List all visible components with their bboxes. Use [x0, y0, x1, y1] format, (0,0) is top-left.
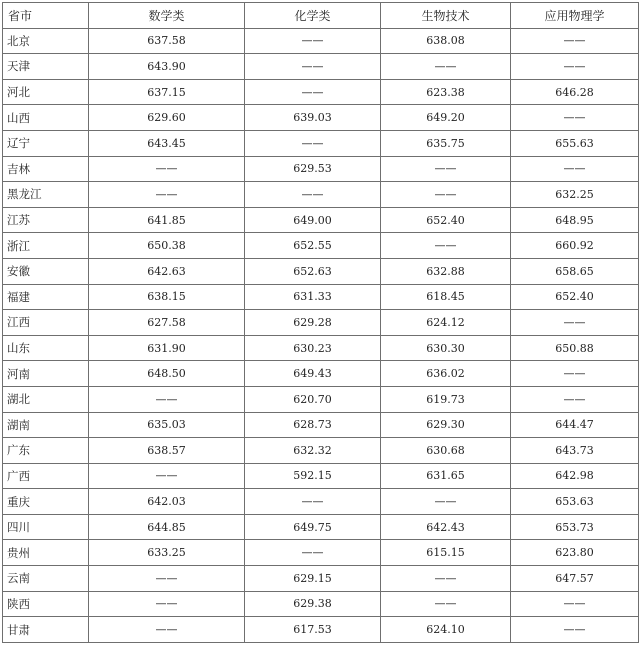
province-cell: 河北 [3, 79, 89, 105]
applied-physics-score-cell: —— [511, 361, 639, 387]
applied-physics-score-cell: 653.73 [511, 514, 639, 540]
chemistry-score-cell: —— [245, 79, 381, 105]
applied-physics-score-cell: —— [511, 386, 639, 412]
chemistry-score-cell: 620.70 [245, 386, 381, 412]
biotech-score-cell: 630.30 [381, 335, 511, 361]
chemistry-score-cell: 639.03 [245, 105, 381, 131]
province-cell: 广东 [3, 438, 89, 464]
biotech-score-cell: —— [381, 566, 511, 592]
province-cell: 广西 [3, 463, 89, 489]
chemistry-score-cell: —— [245, 182, 381, 208]
chemistry-score-cell: 652.63 [245, 258, 381, 284]
biotech-score-cell: 615.15 [381, 540, 511, 566]
table-row [3, 182, 639, 208]
table-row [3, 361, 639, 387]
applied-physics-score-cell: —— [511, 617, 639, 643]
province-cell: 安徽 [3, 258, 89, 284]
biotech-score-cell: 638.08 [381, 28, 511, 54]
applied-physics-score-cell: 648.95 [511, 207, 639, 233]
province-cell: 贵州 [3, 540, 89, 566]
biotech-score-cell: 618.45 [381, 284, 511, 310]
applied-physics-score-cell: 652.40 [511, 284, 639, 310]
biotech-score-cell: 642.43 [381, 514, 511, 540]
table-row [3, 258, 639, 284]
biotech-score-cell: —— [381, 591, 511, 617]
chemistry-score-cell: —— [245, 489, 381, 515]
chemistry-score-cell: 632.32 [245, 438, 381, 464]
province-cell: 河南 [3, 361, 89, 387]
province-cell: 辽宁 [3, 130, 89, 156]
chemistry-score-cell: 592.15 [245, 463, 381, 489]
applied-physics-score-cell: 644.47 [511, 412, 639, 438]
province-cell: 云南 [3, 566, 89, 592]
math-score-cell: 642.63 [89, 258, 245, 284]
biotech-score-cell: —— [381, 54, 511, 80]
table-row [3, 566, 639, 592]
math-score-cell: 648.50 [89, 361, 245, 387]
table-row [3, 79, 639, 105]
math-score-cell: —— [89, 156, 245, 182]
header-chemistry: 化学类 [245, 3, 381, 29]
chemistry-score-cell: 629.15 [245, 566, 381, 592]
applied-physics-score-cell: 650.88 [511, 335, 639, 361]
chemistry-score-cell: 649.00 [245, 207, 381, 233]
math-score-cell: —— [89, 566, 245, 592]
chemistry-score-cell: —— [245, 54, 381, 80]
math-score-cell: 629.60 [89, 105, 245, 131]
province-cell: 山东 [3, 335, 89, 361]
applied-physics-score-cell: 623.80 [511, 540, 639, 566]
math-score-cell: 643.45 [89, 130, 245, 156]
biotech-score-cell: 629.30 [381, 412, 511, 438]
applied-physics-score-cell: 646.28 [511, 79, 639, 105]
province-cell: 甘肃 [3, 617, 89, 643]
math-score-cell: 631.90 [89, 335, 245, 361]
table-row [3, 54, 639, 80]
table-row [3, 591, 639, 617]
province-cell: 陕西 [3, 591, 89, 617]
math-score-cell: 637.15 [89, 79, 245, 105]
province-cell: 湖南 [3, 412, 89, 438]
table-body [3, 28, 639, 642]
table-row [3, 412, 639, 438]
table-row [3, 207, 639, 233]
math-score-cell: 641.85 [89, 207, 245, 233]
math-score-cell: 643.90 [89, 54, 245, 80]
province-cell: 天津 [3, 54, 89, 80]
province-cell: 江苏 [3, 207, 89, 233]
table-row [3, 463, 639, 489]
math-score-cell: 635.03 [89, 412, 245, 438]
chemistry-score-cell: 649.43 [245, 361, 381, 387]
province-cell: 浙江 [3, 233, 89, 259]
biotech-score-cell: 619.73 [381, 386, 511, 412]
biotech-score-cell: —— [381, 233, 511, 259]
table-row [3, 156, 639, 182]
province-cell: 四川 [3, 514, 89, 540]
chemistry-score-cell: 629.28 [245, 310, 381, 336]
math-score-cell: —— [89, 591, 245, 617]
province-cell: 吉林 [3, 156, 89, 182]
province-cell: 江西 [3, 310, 89, 336]
table-row [3, 284, 639, 310]
applied-physics-score-cell: 643.73 [511, 438, 639, 464]
applied-physics-score-cell: —— [511, 591, 639, 617]
math-score-cell: 638.57 [89, 438, 245, 464]
math-score-cell: 627.58 [89, 310, 245, 336]
math-score-cell: 642.03 [89, 489, 245, 515]
chemistry-score-cell: 628.73 [245, 412, 381, 438]
table-row [3, 310, 639, 336]
math-score-cell: 633.25 [89, 540, 245, 566]
province-cell: 山西 [3, 105, 89, 131]
header-row [3, 3, 639, 29]
applied-physics-score-cell: 655.63 [511, 130, 639, 156]
table-row [3, 233, 639, 259]
biotech-score-cell: 623.38 [381, 79, 511, 105]
math-score-cell: 644.85 [89, 514, 245, 540]
math-score-cell: 650.38 [89, 233, 245, 259]
biotech-score-cell: —— [381, 182, 511, 208]
header-applied-physics: 应用物理学 [511, 3, 639, 29]
table-row [3, 617, 639, 643]
applied-physics-score-cell: —— [511, 105, 639, 131]
biotech-score-cell: 630.68 [381, 438, 511, 464]
province-cell: 湖北 [3, 386, 89, 412]
biotech-score-cell: 631.65 [381, 463, 511, 489]
biotech-score-cell: —— [381, 156, 511, 182]
math-score-cell: —— [89, 386, 245, 412]
chemistry-score-cell: —— [245, 28, 381, 54]
biotech-score-cell: 632.88 [381, 258, 511, 284]
chemistry-score-cell: 629.53 [245, 156, 381, 182]
applied-physics-score-cell: 658.65 [511, 258, 639, 284]
biotech-score-cell: 636.02 [381, 361, 511, 387]
chemistry-score-cell: 630.23 [245, 335, 381, 361]
header-math: 数学类 [89, 3, 245, 29]
applied-physics-score-cell: 660.92 [511, 233, 639, 259]
biotech-score-cell: 624.10 [381, 617, 511, 643]
math-score-cell: 638.15 [89, 284, 245, 310]
applied-physics-score-cell: —— [511, 54, 639, 80]
score-table [2, 2, 639, 643]
math-score-cell: 637.58 [89, 28, 245, 54]
table-row [3, 386, 639, 412]
province-cell: 福建 [3, 284, 89, 310]
province-cell: 黑龙江 [3, 182, 89, 208]
applied-physics-score-cell: —— [511, 28, 639, 54]
applied-physics-score-cell: 647.57 [511, 566, 639, 592]
math-score-cell: —— [89, 182, 245, 208]
biotech-score-cell: 649.20 [381, 105, 511, 131]
header-province: 省市 [3, 3, 89, 29]
table-row [3, 438, 639, 464]
table-row [3, 489, 639, 515]
applied-physics-score-cell: —— [511, 310, 639, 336]
biotech-score-cell: —— [381, 489, 511, 515]
applied-physics-score-cell: 653.63 [511, 489, 639, 515]
table-row [3, 514, 639, 540]
biotech-score-cell: 624.12 [381, 310, 511, 336]
applied-physics-score-cell: 632.25 [511, 182, 639, 208]
table-row [3, 28, 639, 54]
province-cell: 重庆 [3, 489, 89, 515]
chemistry-score-cell: 617.53 [245, 617, 381, 643]
chemistry-score-cell: 631.33 [245, 284, 381, 310]
chemistry-score-cell: —— [245, 540, 381, 566]
applied-physics-score-cell: 642.98 [511, 463, 639, 489]
table-row [3, 105, 639, 131]
chemistry-score-cell: 652.55 [245, 233, 381, 259]
table-row [3, 335, 639, 361]
biotech-score-cell: 652.40 [381, 207, 511, 233]
math-score-cell: —— [89, 463, 245, 489]
table-row [3, 540, 639, 566]
table-row [3, 130, 639, 156]
chemistry-score-cell: 649.75 [245, 514, 381, 540]
header-biotech: 生物技术 [381, 3, 511, 29]
chemistry-score-cell: 629.38 [245, 591, 381, 617]
applied-physics-score-cell: —— [511, 156, 639, 182]
biotech-score-cell: 635.75 [381, 130, 511, 156]
chemistry-score-cell: —— [245, 130, 381, 156]
province-cell: 北京 [3, 28, 89, 54]
math-score-cell: —— [89, 617, 245, 643]
